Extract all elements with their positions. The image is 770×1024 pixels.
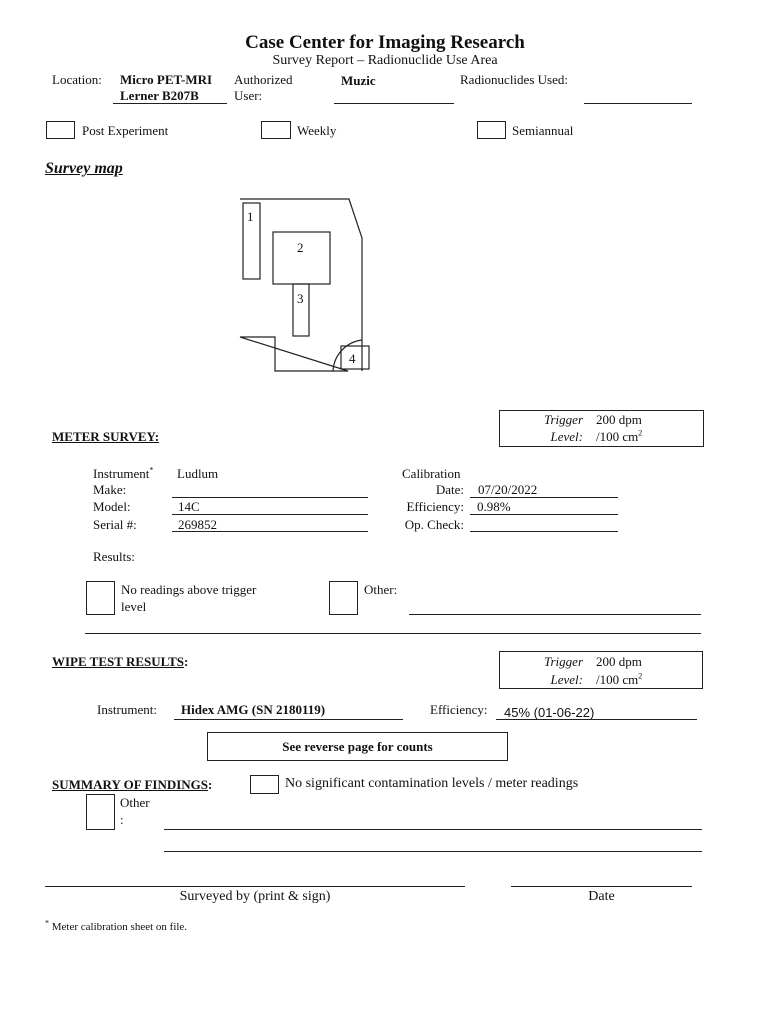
meter-efficiency-value[interactable]: 0.98% xyxy=(477,499,511,514)
weekly-label: Weekly xyxy=(297,123,337,138)
wipe-instrument-value[interactable]: Hidex AMG (SN 2180119) xyxy=(181,702,326,717)
model-value[interactable]: 14C xyxy=(178,499,200,514)
meter-efficiency-underline xyxy=(470,514,618,515)
authorized-user-value[interactable]: Muzic xyxy=(341,73,376,88)
meter-level-value: /100 $cm^2$ xyxy=(596,428,643,444)
make-label: Make: xyxy=(93,482,127,497)
no-readings-label-line2: level xyxy=(121,599,147,614)
summary-other-label-line1: Other xyxy=(120,795,150,810)
serial-underline xyxy=(172,531,368,532)
surveyed-by-field[interactable] xyxy=(45,886,465,887)
make-underline xyxy=(172,497,368,498)
location-value-line2: Lerner B207B xyxy=(120,88,199,103)
meter-efficiency-label: Efficiency: xyxy=(406,499,464,514)
location-label: Location: xyxy=(52,72,102,87)
opcheck-label: Op. Check: xyxy=(404,517,464,532)
wipe-level-label: Level: xyxy=(550,672,583,687)
map-label-2: 2 xyxy=(297,240,304,255)
no-readings-label-line1: No readings above trigger xyxy=(121,582,257,597)
page-subtitle: Survey Report – Radionuclide Use Area xyxy=(272,53,498,68)
meter-survey-heading: METER SURVEY: xyxy=(52,429,160,444)
wipe-instrument-label: Instrument: xyxy=(97,702,157,717)
wipe-trigger-value: 200 dpm xyxy=(596,654,642,669)
door-arc xyxy=(333,340,362,371)
map-label-4: 4 xyxy=(349,351,356,366)
cal-date-value[interactable]: 07/20/2022 xyxy=(478,482,538,497)
summary-other-field-1[interactable] xyxy=(164,829,702,830)
post-experiment-label: Post Experiment xyxy=(82,123,169,138)
calibration-label: Calibration xyxy=(402,466,461,481)
location-value-line1: Micro PET-MRI xyxy=(120,72,213,87)
meter-other-field[interactable] xyxy=(409,614,701,615)
no-readings-checkbox[interactable] xyxy=(86,581,115,615)
no-contamination-checkbox[interactable] xyxy=(250,775,279,794)
date-label: Date xyxy=(588,889,615,904)
page-title: Case Center for Imaging Research xyxy=(245,32,525,53)
serial-value[interactable]: 269852 xyxy=(178,517,217,532)
room-outline xyxy=(240,199,362,371)
semiannual-label: Semiannual xyxy=(512,123,574,138)
model-underline xyxy=(172,514,368,515)
authorized-label-line1: Authorized xyxy=(234,72,293,87)
wipe-trigger-label: Trigger xyxy=(543,654,583,669)
map-label-3: 3 xyxy=(297,291,304,306)
meter-other-field-2[interactable] xyxy=(85,633,701,634)
make-value[interactable]: Ludlum xyxy=(177,466,219,481)
cal-date-label: Date: xyxy=(435,482,464,497)
summary-other-checkbox[interactable] xyxy=(86,794,115,830)
wipe-test-heading: WIPE TEST RESULTS: xyxy=(52,654,189,669)
reverse-page-note: See reverse page for counts xyxy=(282,739,433,754)
meter-trigger-value: 200 dpm xyxy=(596,412,642,427)
wipe-level-value: /100 $cm^2$ xyxy=(596,671,643,687)
results-label: Results: xyxy=(93,549,135,564)
radionuclides-label: Radionuclides Used: xyxy=(460,72,568,87)
surveyed-by-label: Surveyed by (print & sign) xyxy=(179,889,331,904)
meter-other-label: Other: xyxy=(364,582,398,597)
serial-label: Serial #: xyxy=(93,517,137,532)
wipe-instrument-underline xyxy=(174,719,403,720)
no-contamination-label: No significant contamination levels / meter readings xyxy=(285,776,579,791)
wipe-efficiency-underline xyxy=(496,719,697,720)
meter-other-checkbox[interactable] xyxy=(329,581,358,615)
model-label: Model: xyxy=(93,499,131,514)
map-label-1: 1 xyxy=(247,209,254,224)
date-field[interactable] xyxy=(511,886,692,887)
wipe-efficiency-label: Efficiency: xyxy=(430,702,488,717)
meter-trigger-label: Trigger xyxy=(543,412,583,427)
meter-level-label: Level: xyxy=(550,429,583,444)
cal-date-underline xyxy=(470,497,618,498)
wipe-efficiency-value[interactable]: 45% (01-06-22) xyxy=(504,705,595,720)
instrument-label: Instrument* xyxy=(93,465,154,481)
summary-heading: SUMMARY OF FINDINGS: xyxy=(52,777,213,792)
footnote: * Meter calibration sheet on file. xyxy=(45,918,188,933)
survey-map-heading: Survey map xyxy=(45,160,123,177)
summary-other-field-2[interactable] xyxy=(164,851,702,852)
summary-other-label-line2: : xyxy=(120,812,124,827)
opcheck-field[interactable] xyxy=(470,531,618,532)
authorized-label-line2: User: xyxy=(234,88,263,103)
